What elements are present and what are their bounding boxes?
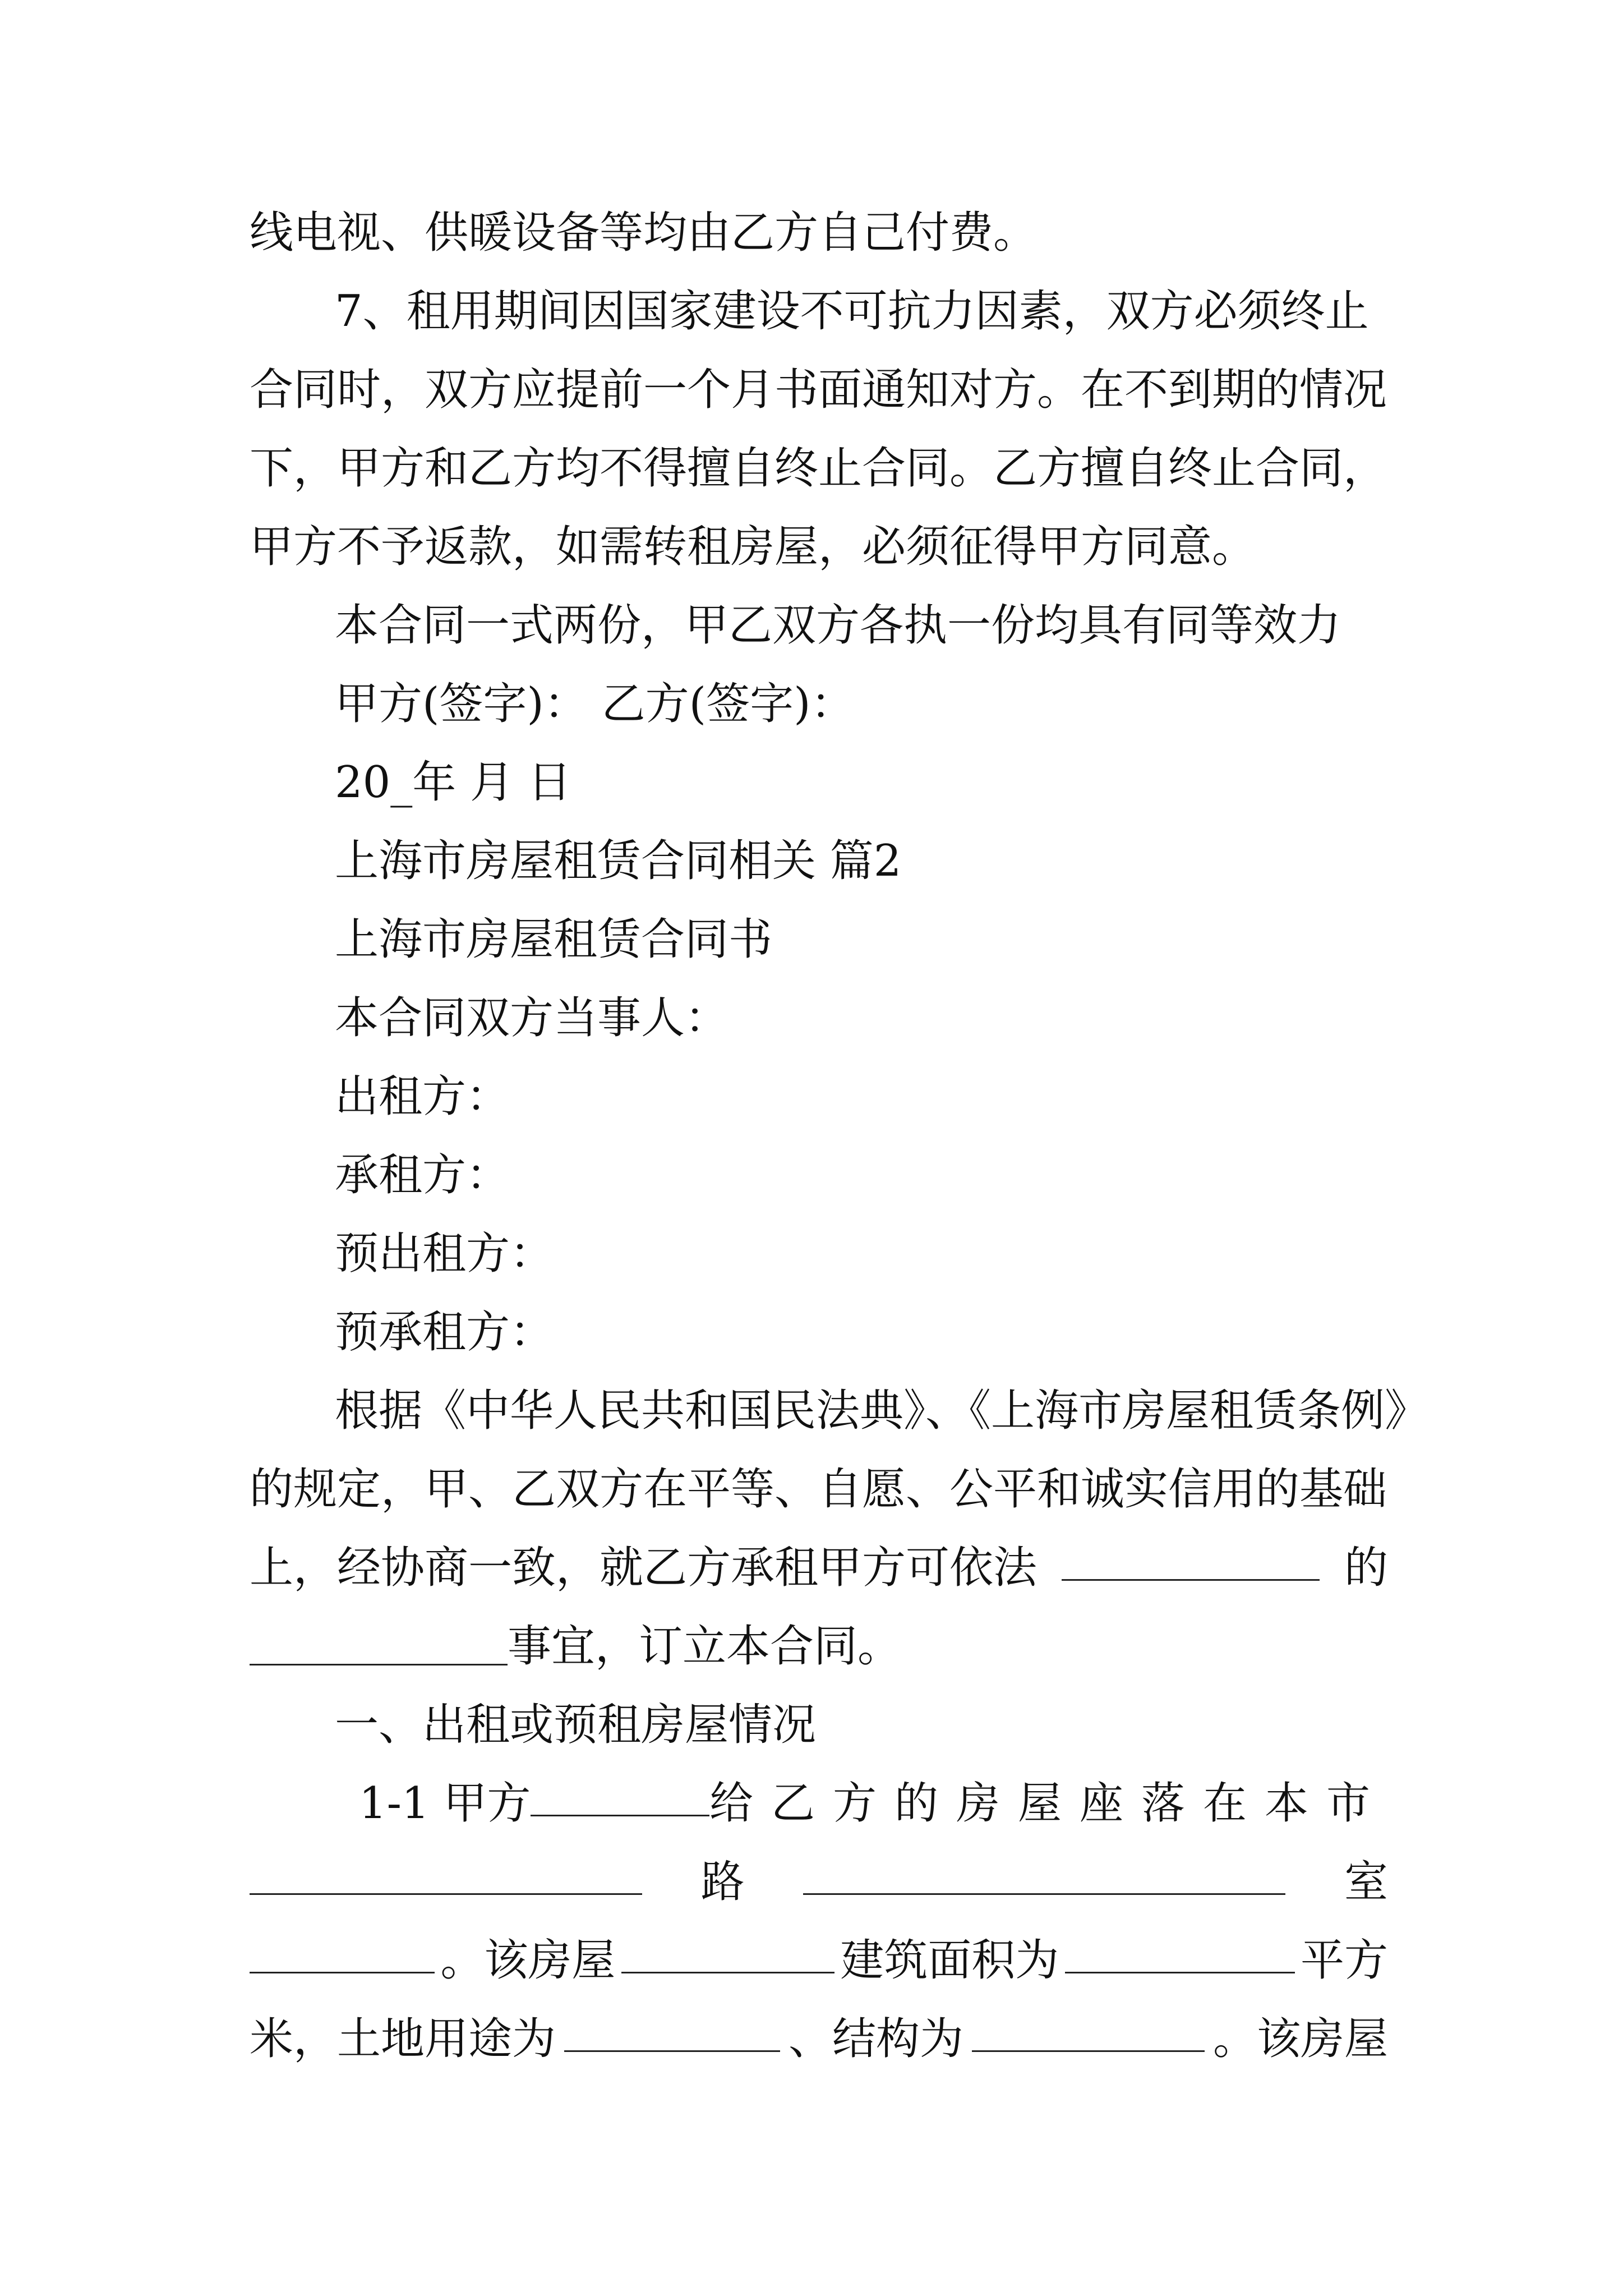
fill-in-blank — [250, 1932, 435, 1973]
fill-in-blank — [621, 1932, 834, 1973]
fill-in-blank — [250, 1625, 508, 1665]
paragraph-line: 事宜，订立本合同。 — [250, 1618, 1623, 1674]
party-label: 承租方： — [335, 1150, 510, 1200]
fill-in-blank — [1065, 1932, 1295, 1973]
date-line: 20_年 月 日 — [335, 757, 571, 808]
paragraph-line: 1-1 甲方 给乙方的房屋座落在本市 — [359, 1775, 1388, 1832]
fill-in-blank — [531, 1775, 709, 1816]
paragraph-line: 米，土地用途为 、结构为 。该房屋 — [250, 2011, 1388, 2067]
paragraph-line: 7、租用期间因国家建设不可抗力因素，双方必须终止 — [335, 286, 1369, 337]
paragraph-line: 合同时，双方应提前一个月书面通知对方。在不到期的情况 — [250, 365, 1387, 415]
document-title: 上海市房屋租赁合同书 — [335, 914, 773, 965]
paragraph-line: 上，经协商一致，就乙方承租甲方可依法 的 — [250, 1540, 1388, 1596]
fill-in-blank — [803, 1854, 1285, 1895]
paragraph-line: 的规定，甲、乙双方在平等、自愿、公平和诚实信用的基础 — [250, 1464, 1387, 1515]
fill-in-blank — [1062, 1540, 1320, 1581]
paragraph-line: 本合同双方当事人： — [335, 993, 729, 1043]
fill-in-blank — [250, 1854, 642, 1895]
paragraph-line: 路 室 — [250, 1854, 1388, 1910]
party-label: 预出租方： — [335, 1228, 554, 1279]
fill-in-blank — [564, 2011, 780, 2052]
signature-line: 甲方(签字)： 乙方(签字)： — [335, 679, 855, 729]
paragraph-line: 甲方不予返款，如需转租房屋，必须征得甲方同意。 — [250, 522, 1256, 572]
paragraph-line: 。该房屋 建筑面积为 平方 — [250, 1932, 1388, 1989]
paragraph-line: 线电视、供暖设备等均由乙方自己付费。 — [250, 208, 1038, 258]
fill-in-blank — [972, 2011, 1205, 2052]
paragraph-line: 根据《中华人民共和国民法典》、《上海市房屋租赁条例》 — [335, 1386, 1429, 1436]
section-heading: 一、出租或预租房屋情况 — [335, 1700, 817, 1750]
paragraph-line: 下，甲方和乙方均不得擅自终止合同。乙方擅自终止合同， — [250, 443, 1387, 494]
paragraph-line: 本合同一式两份，甲乙双方各执一份均具有同等效力 — [335, 600, 1341, 651]
party-label: 出租方： — [335, 1071, 510, 1122]
party-label: 预承租方： — [335, 1307, 554, 1358]
section-heading: 上海市房屋租赁合同相关 篇2 — [335, 836, 902, 886]
